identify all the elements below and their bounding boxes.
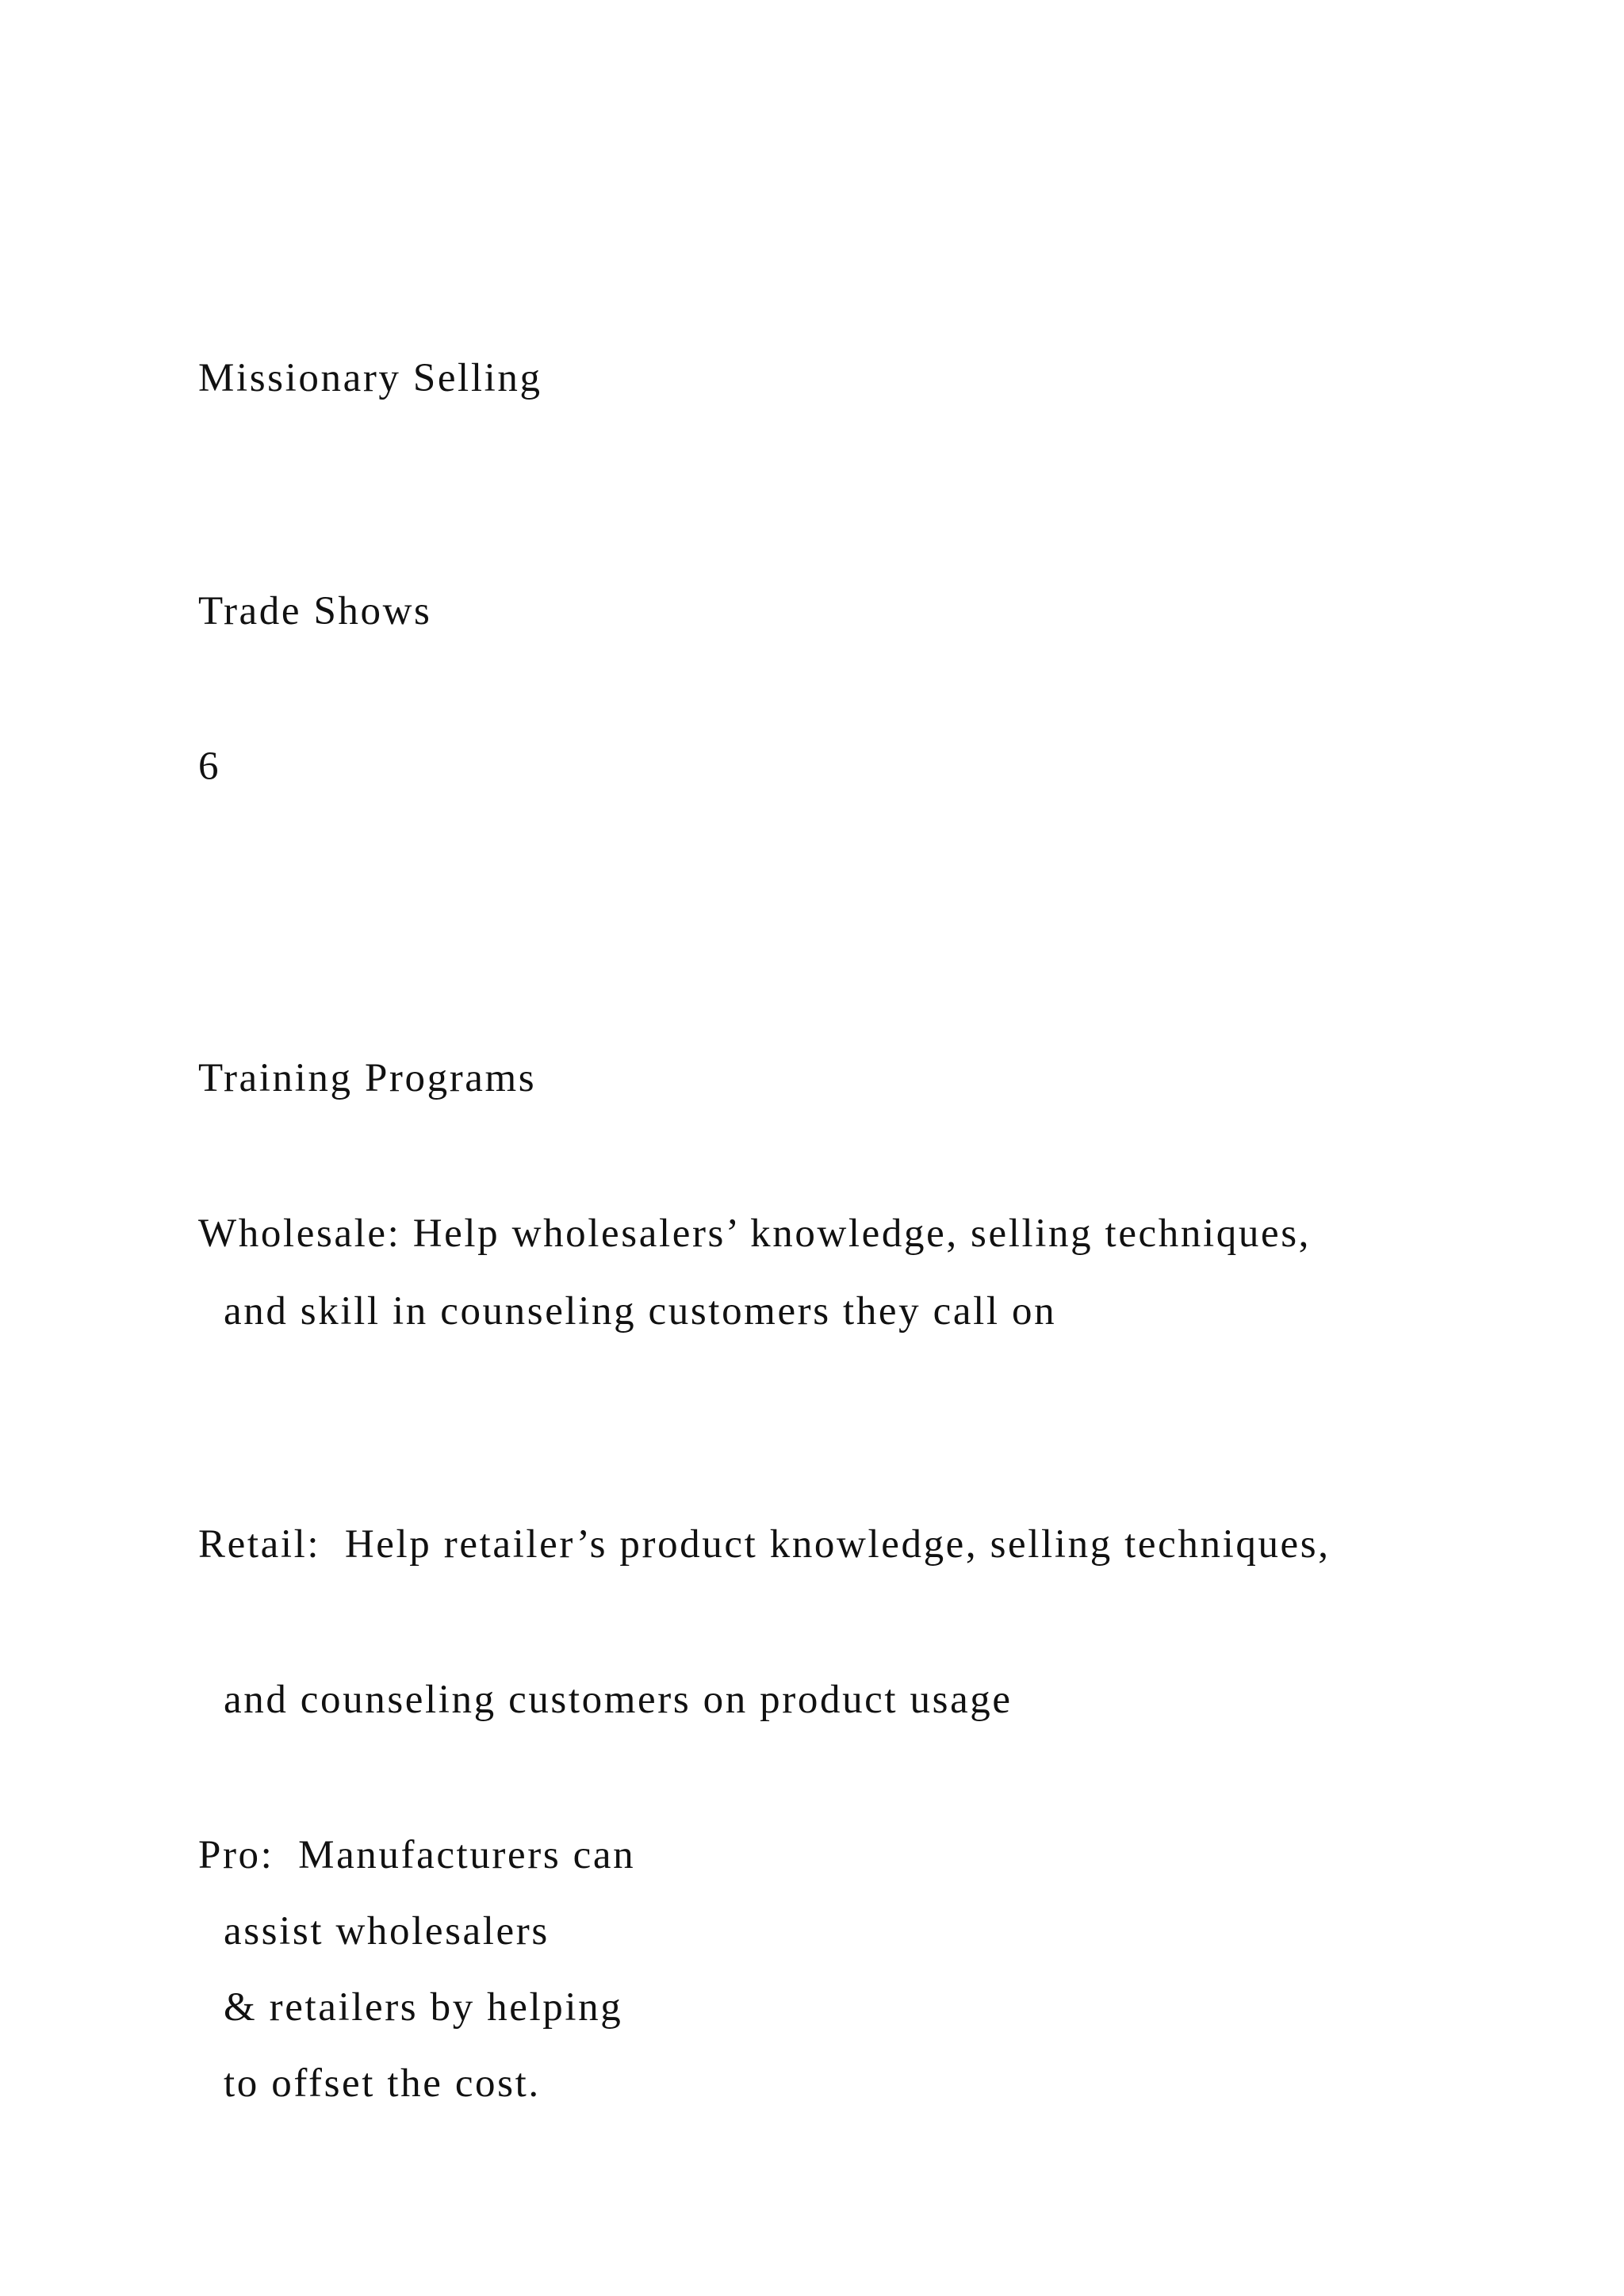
training-programs-heading: Training Programs — [198, 1056, 537, 1100]
pro-line-2: assist wholesalers — [224, 1909, 550, 1954]
page-number: 6 — [198, 744, 221, 789]
pro-line-3: & retailers by helping — [224, 1985, 623, 2030]
retail-line-1: Retail: Help retailer’s product knowledge, selling techniques, — [198, 1522, 1331, 1567]
pro-line-4: to offset the cost. — [224, 2061, 541, 2106]
wholesale-line-1: Wholesale: Help wholesalers’ knowledge, selling techniques, — [198, 1211, 1311, 1256]
retail-line-2: and counseling customers on product usage — [224, 1678, 1013, 1722]
wholesale-line-2: and skill in counseling customers they call on — [224, 1289, 1057, 1334]
trade-shows-heading: Trade Shows — [198, 589, 432, 633]
missionary-selling-heading: Missionary Selling — [198, 356, 542, 400]
pro-line-1: Pro: Manufacturers can — [198, 1833, 636, 1877]
